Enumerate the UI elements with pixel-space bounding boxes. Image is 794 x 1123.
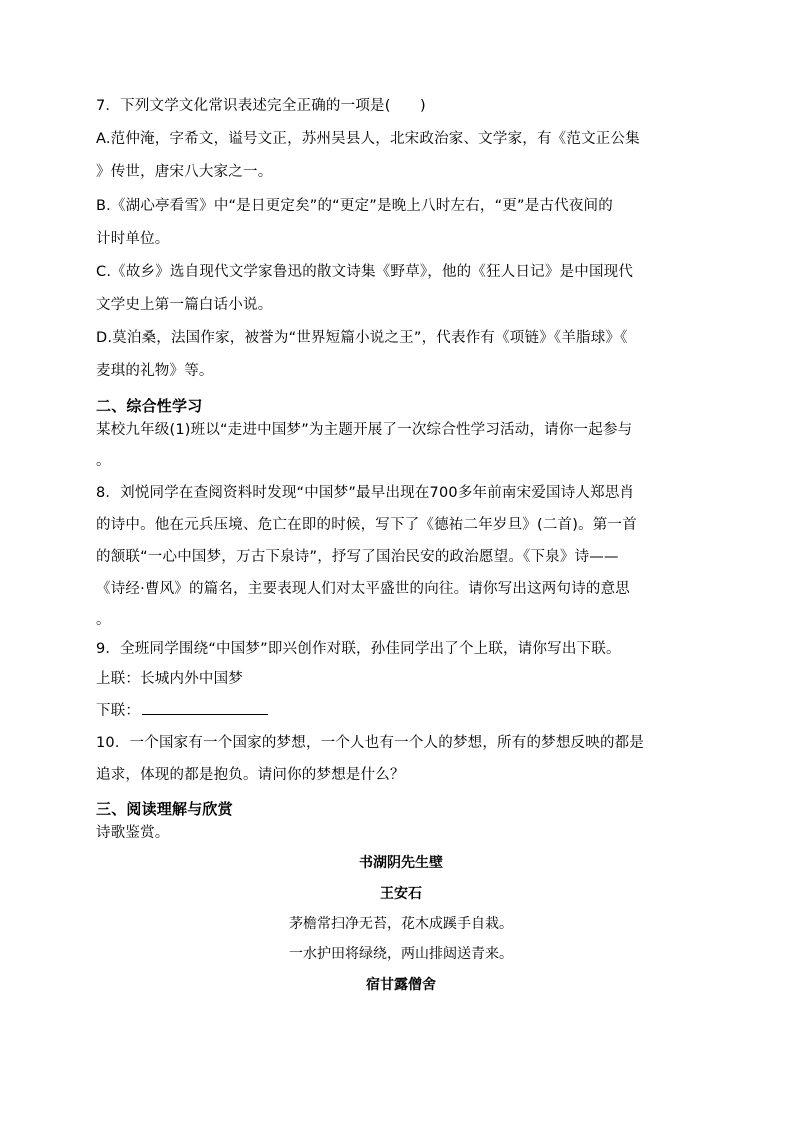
q7-option-d-line1: D.莫泊桑，法国作家，被誉为“世界短篇小说之王”，代表作有《项链》《羊脂球》《: [96, 330, 628, 346]
answer-blank: [142, 700, 268, 715]
q9-upper-couplet: 上联：长城内外中国梦: [96, 671, 243, 687]
q10-line2: 追求，体现的都是抱负。请问你的梦想是什么？: [96, 767, 405, 783]
q7-option-c-line1: C.《故乡》选自现代文学家鲁迅的散文诗集《野草》，他的《狂人日记》是中国现代: [96, 264, 634, 280]
q8-line3: 的颔联“一心中国梦，万古下泉诗”，抒写了国治民安的政治愿望。《下泉》诗——: [96, 549, 619, 565]
poem2-title: 宿甘露僧舍: [366, 977, 436, 993]
q7-option-a-line2: 》传世，唐宋八大家之一。: [96, 164, 273, 180]
q7-option-d-line2: 麦琪的礼物》等。: [96, 363, 214, 379]
poem1-line1: 茅檐常扫净无苔，花木成蹊手自栽。: [289, 916, 513, 932]
section2-intro-line1: 某校九年级(1)班以“走进中国梦”为主题开展了一次综合性学习活动，请你一起参与: [96, 422, 633, 438]
q8-line4: 《诗经·曹风》的篇名，主要表现人们对太平盛世的向往。请你写出这两句诗的意思: [96, 581, 631, 597]
poem1-line2: 一水护田将绿绕，两山排闼送青来。: [289, 946, 513, 962]
q9-lower-label: 下联：: [96, 703, 141, 719]
section2-heading: 二、综合性学习: [96, 397, 203, 415]
q9-line1: 9．全班同学围绕“中国梦”即兴创作对联，孙佳同学出了个上联，请你写出下联。: [96, 641, 621, 657]
q7-stem: 7．下列文学文化常识表述完全正确的一项是( ): [96, 98, 426, 114]
section3-intro: 诗歌鉴赏。: [96, 825, 170, 841]
poem1-author: 王安石: [380, 886, 422, 902]
poem1-title: 书湖阴先生壁: [359, 855, 443, 871]
section3-heading: 三、阅读理解与欣赏: [96, 800, 233, 818]
q10-line1: 10．一个国家有一个国家的梦想，一个人也有一个人的梦想，所有的梦想反映的都是: [96, 735, 645, 751]
q9-lower-couplet: [96, 700, 706, 721]
q7-option-b-line1: B.《湖心亭看雪》中“是日更定矣”的“更定”是晚上八时左右，“更”是古代夜间的: [96, 198, 613, 214]
q7-option-c-line2: 文学史上第一篇白话小说。: [96, 297, 273, 313]
section2-intro-line2: 。: [96, 453, 111, 469]
q8-line2: 的诗中。他在元兵压境、危亡在即的时候，写下了《德祐二年岁旦》(二首)。第一首: [96, 517, 637, 533]
q7-option-a-line1: A.范仲淹，字希文，谥号文正，苏州吴县人，北宋政治家、文学家，有《范文正公集: [96, 131, 640, 147]
q7-option-b-line2: 计时单位。: [96, 231, 170, 247]
q8-line5: 。: [96, 612, 111, 628]
q8-line1: 8．刘悦同学在查阅资料时发现“中国梦”最早出现在700多年前南宋爱国诗人郑思肖: [96, 485, 635, 501]
